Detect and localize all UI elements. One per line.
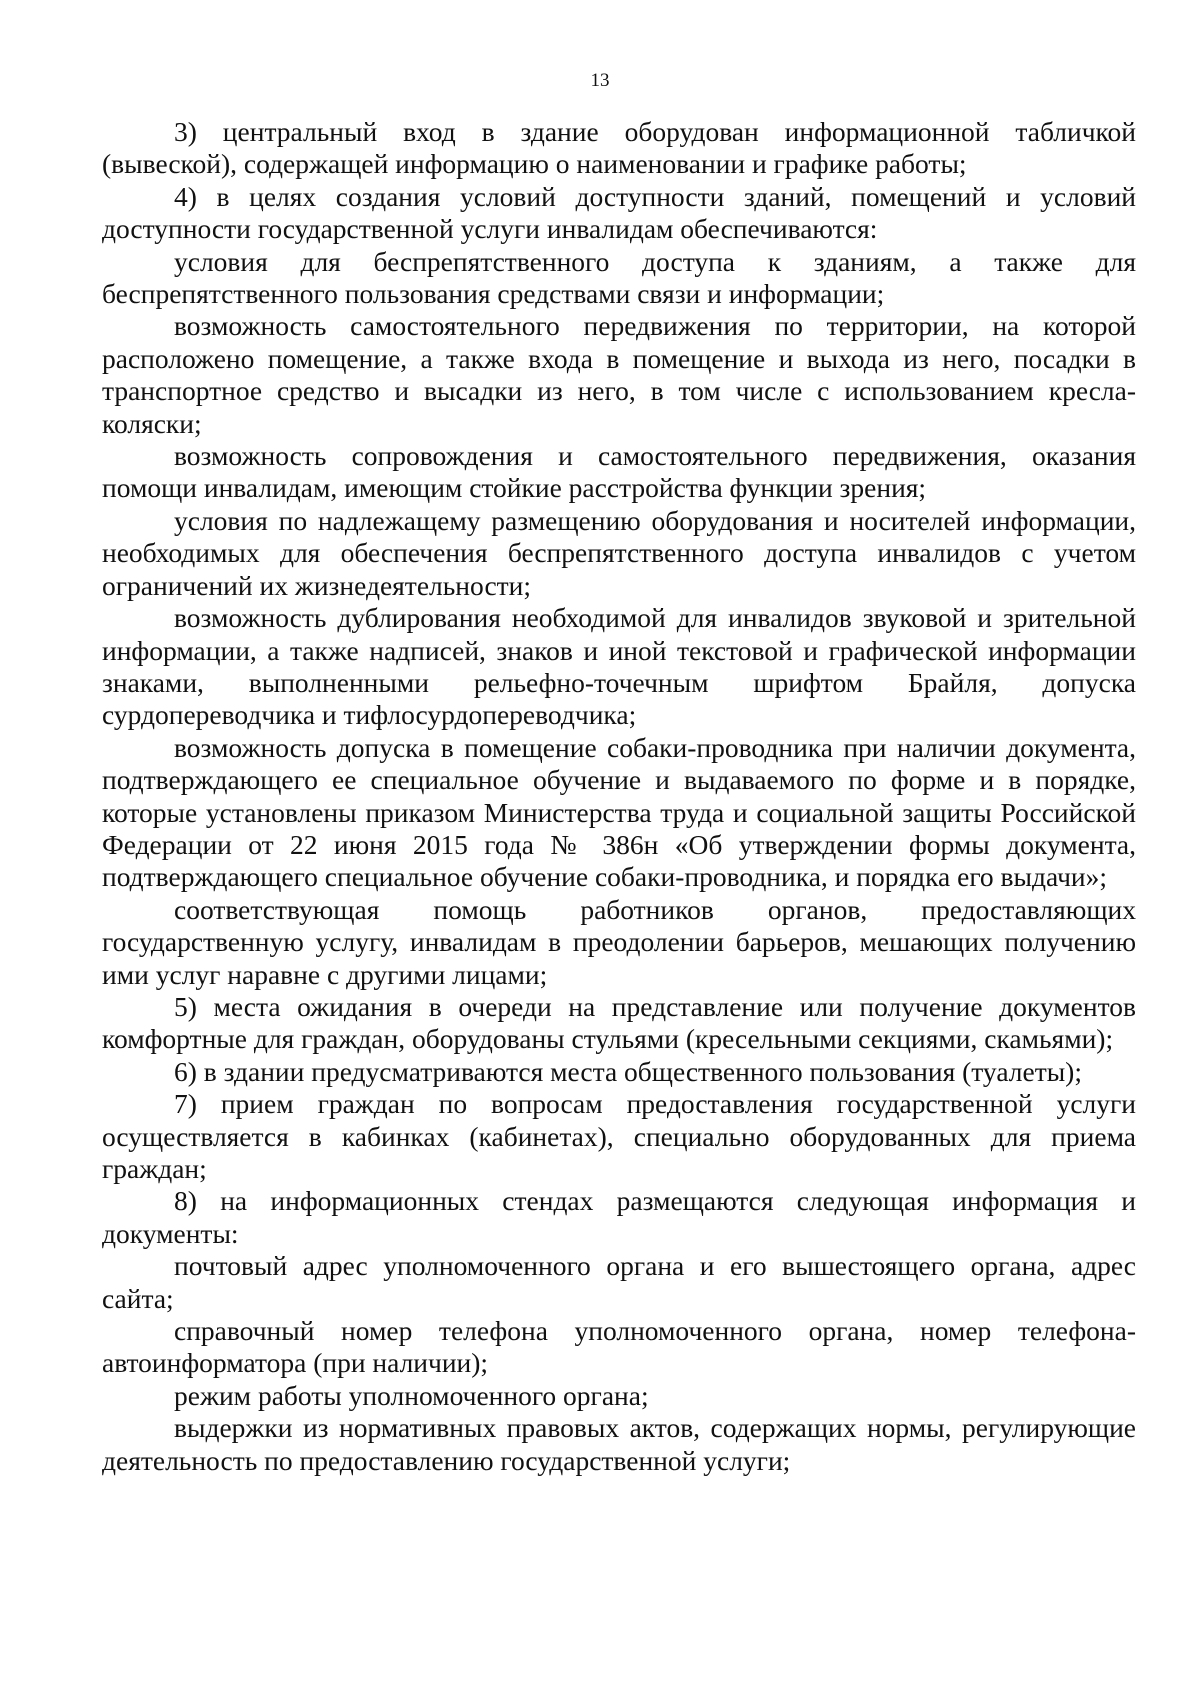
paragraph-information-duplication: возможность дублирования необходимой для инвалидов звуковой и зрительной информации, а также надписей, знаков и иной текстовой и графической информации знаками, выполненными рельефно-точечным шрифтом Брайля, допуска сурдопереводчика и тифлосурдопереводчика; [102,602,1136,731]
paragraph-item-8: 8) на информационных стендах размещаются следующая информация и документы: [102,1185,1136,1249]
paragraph-guide-dog-admission: возможность допуска в помещение собаки-проводника при наличии документа, подтверждающего ее специальное обучение и выдаваемого по форме и в порядке, которые установлены приказом Министерства труда и социальной защиты Российской Федерации от 22 июня 2015 года № 386н «Об утверждении формы документа, подтверждающего специальное обучение собаки-проводника, и порядка его выдачи»; [102,731,1136,893]
document-body [102,116,1136,1477]
page-number: 13 [590,70,610,91]
paragraph-equipment-placement: условия по надлежащему размещению оборудования и носителей информации, необходимых для обеспечения беспрепятственного доступа инвалидов с учетом ограничений их жизнедеятельности; [102,504,1136,601]
paragraph-item-6: 6) в здании предусматриваются места общественного пользования (туалеты); [174,1055,1082,1087]
paragraph-item-4: 4) в целях создания условий доступности зданий, помещений и условий доступности государственной услуги инвалидам обеспечиваются: [102,180,1136,245]
paragraph-item-7: 7) прием граждан по вопросам предоставления государственной услуги осуществляется в кабинках (кабинетах), специально оборудованных для приема граждан; [102,1088,1136,1184]
paragraph-escort-assistance: возможность сопровождения и самостоятельного передвижения, оказания помощи инвалидам, имеющим стойкие расстройства функции зрения; [102,440,1136,504]
paragraph-item-3: 3) центральный вход в здание оборудован информационной табличкой (вывеской), содержащей информацию о наименовании и графике работы; [102,116,1136,180]
paragraph-phone-numbers: справочный номер телефона уполномоченного органа, номер телефона-автоинформатора (при наличии); [102,1315,1136,1379]
paragraph-item-5: 5) места ожидания в очереди на представление или получение документов комфортные для граждан, оборудованы стульями (кресельными секциями, скамьями); [102,990,1136,1055]
paragraph-postal-address: почтовый адрес уполномоченного органа и его вышестоящего органа, адрес сайта; [102,1250,1136,1314]
paragraph-working-hours: режим работы уполномоченного органа; [174,1379,649,1411]
paragraph-legal-excerpts: выдержки из нормативных правовых актов, содержащих нормы, регулирующие деятельность по предоставлению государственной услуги; [102,1412,1136,1476]
paragraph-access-conditions: условия для беспрепятственного доступа к зданиям, а также для беспрепятственного пользования средствами связи и информации; [102,245,1136,310]
paragraph-staff-assistance: соответствующая помощь работников органов, предоставляющих государственную услугу, инвалидам в преодолении барьеров, мешающих получению ими услуг наравне с другими лицами; [102,893,1136,990]
paragraph-independent-movement: возможность самостоятельного передвижения по территории, на которой расположено помещение, а также входа в помещение и выхода из него, посадки в транспортное средство и высадки из него, в том числе с использованием кресла-коляски; [102,310,1136,439]
